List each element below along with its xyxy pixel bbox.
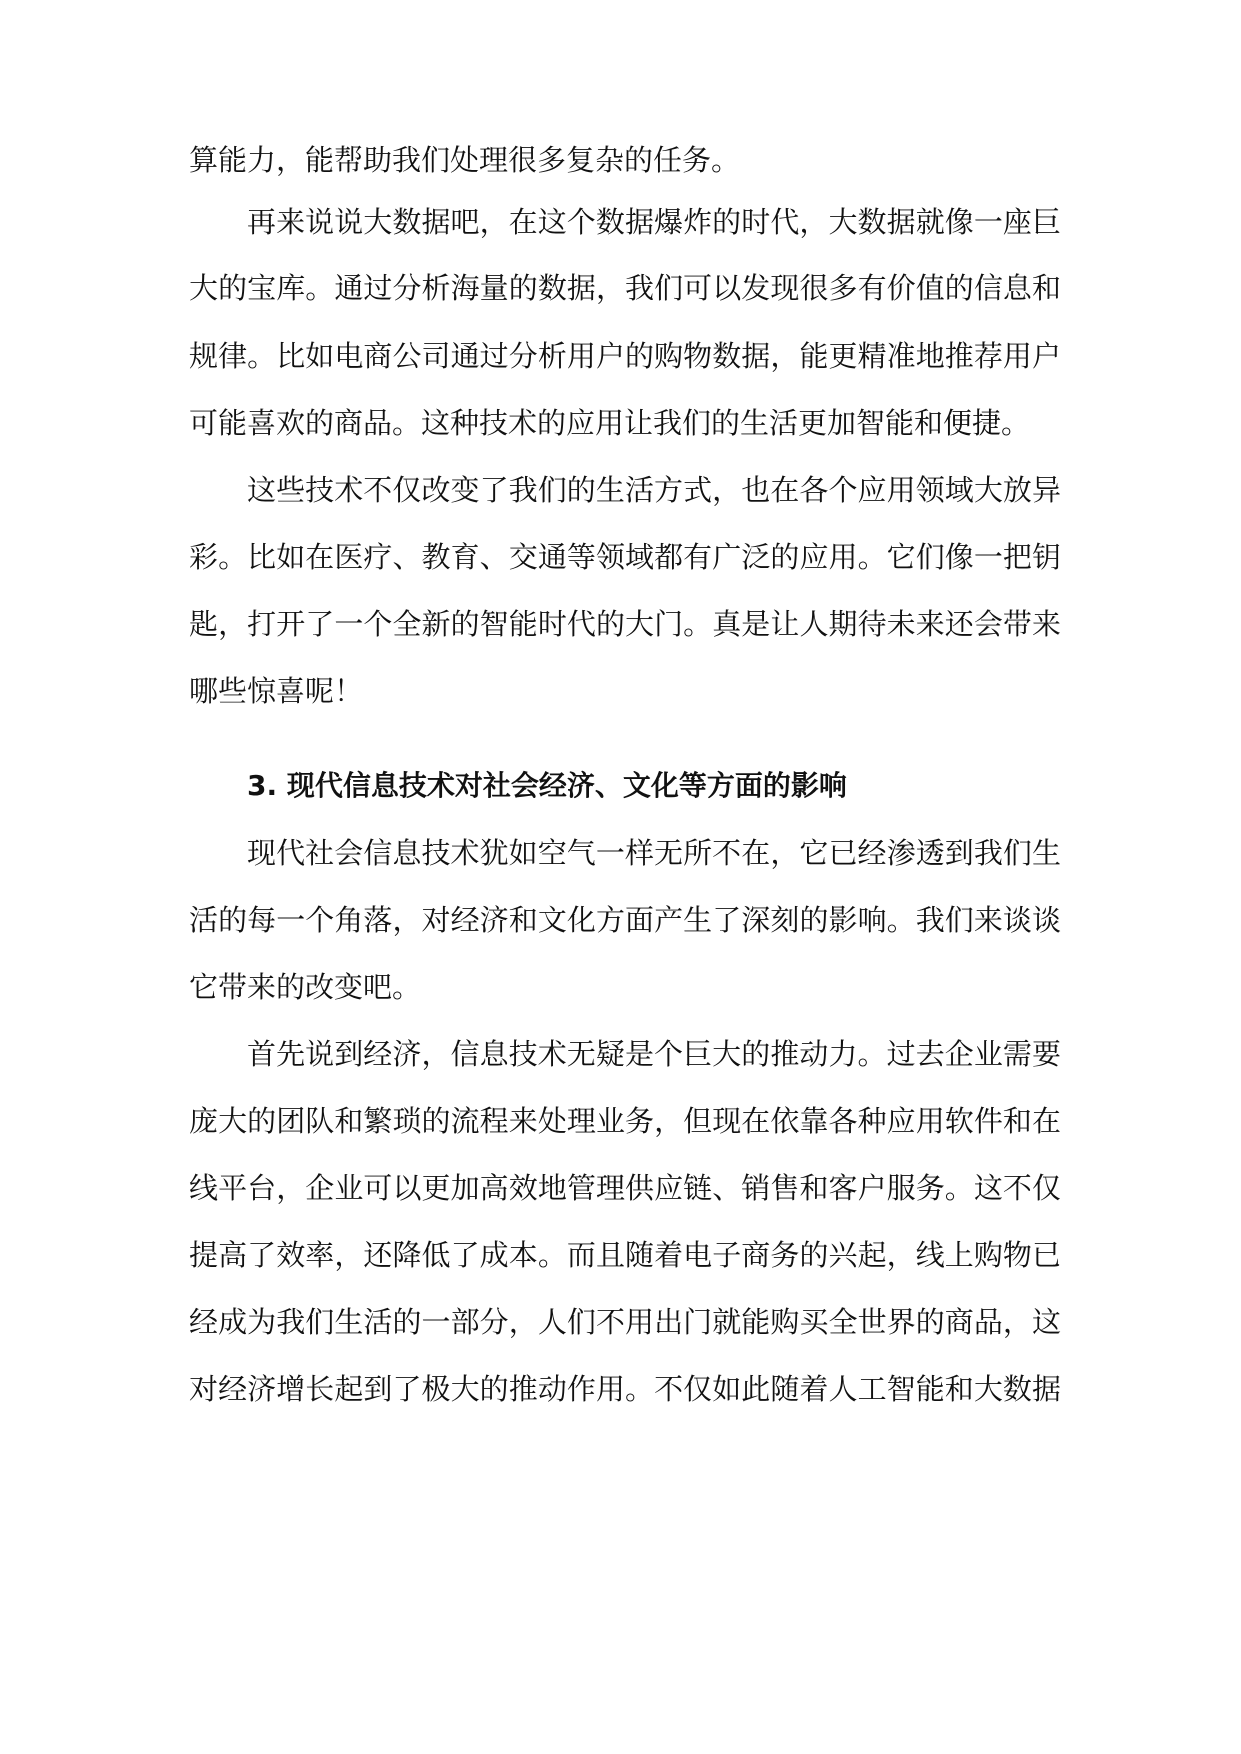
text-line: 规律。比如电商公司通过分析用户的购物数据，能更精准地推荐用户 bbox=[189, 339, 1061, 373]
text-line: 再来说说大数据吧，在这个数据爆炸的时代，大数据就像一座巨 bbox=[247, 205, 1061, 239]
text-line: 经成为我们生活的一部分，人们不用出门就能购买全世界的商品，这 bbox=[189, 1305, 1061, 1339]
text-line: 线平台，企业可以更加高效地管理供应链、销售和客户服务。这不仅 bbox=[189, 1171, 1061, 1205]
text-line: 对经济增长起到了极大的推动作用。不仅如此随着人工智能和大数据 bbox=[189, 1372, 1061, 1406]
text-line: 现代社会信息技术犹如空气一样无所不在，它已经渗透到我们生 bbox=[247, 836, 1061, 870]
section-heading: 3. 现代信息技术对社会经济、文化等方面的影响 bbox=[247, 769, 847, 802]
text-line: 庞大的团队和繁琐的流程来处理业务，但现在依靠各种应用软件和在 bbox=[189, 1104, 1061, 1138]
text-line: 彩。比如在医疗、教育、交通等领域都有广泛的应用。它们像一把钥 bbox=[189, 540, 1061, 574]
text-line: 提高了效率，还降低了成本。而且随着电子商务的兴起，线上购物已 bbox=[189, 1238, 1061, 1272]
text-line: 大的宝库。通过分析海量的数据，我们可以发现很多有价值的信息和 bbox=[189, 271, 1061, 305]
text-line: 这些技术不仅改变了我们的生活方式，也在各个应用领域大放异 bbox=[247, 473, 1061, 507]
text-line: 哪些惊喜呢！ bbox=[189, 674, 364, 708]
text-line: 算能力，能帮助我们处理很多复杂的任务。 bbox=[189, 143, 741, 177]
text-line: 它带来的改变吧。 bbox=[189, 970, 422, 1004]
text-line: 匙，打开了一个全新的智能时代的大门。真是让人期待未来还会带来 bbox=[189, 607, 1061, 641]
text-line: 可能喜欢的商品。这种技术的应用让我们的生活更加智能和便捷。 bbox=[189, 406, 1031, 440]
text-line: 活的每一个角落，对经济和文化方面产生了深刻的影响。我们来谈谈 bbox=[189, 903, 1061, 937]
text-line: 首先说到经济，信息技术无疑是个巨大的推动力。过去企业需要 bbox=[247, 1037, 1061, 1071]
